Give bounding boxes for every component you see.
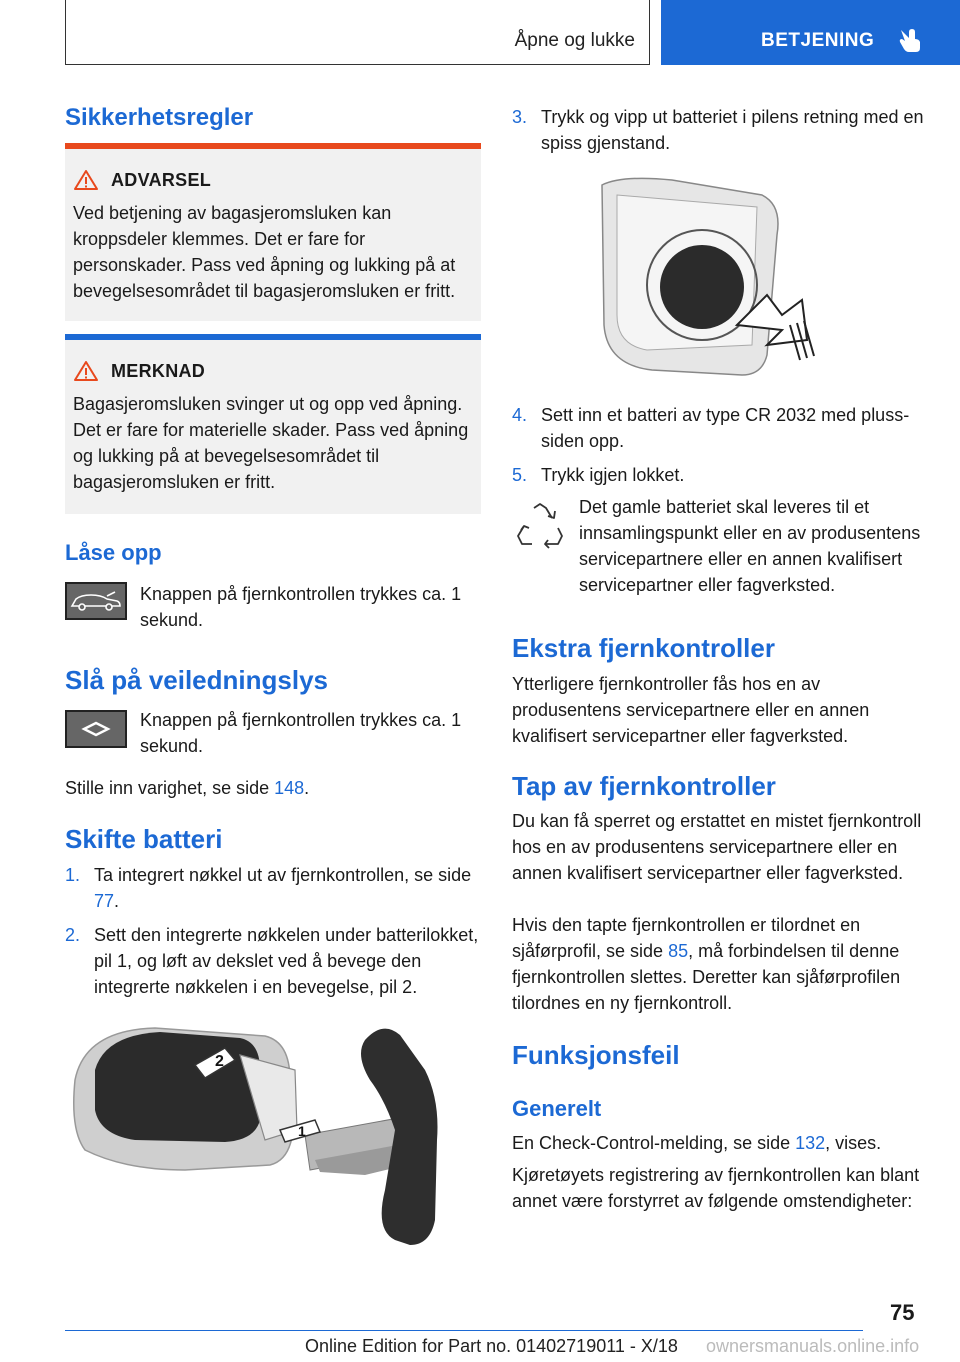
profile-text-pre: Hvis den tapte fjernkontrollen er tilordnet en sjåførprofil, se side: [512, 915, 861, 961]
lost-remote-text: Du kan få sperret og erstattet en mistet fjernkontroll hos en av produsentens servicepartnere eller en annen kvalifisert servicepartner eller fagverksted.: [512, 811, 922, 883]
warning-label: ADVARSEL: [111, 169, 212, 190]
arrow-label-2: 2: [215, 1053, 224, 1070]
list-item: [65, 862, 481, 914]
battery-heading: Skifte batteri: [65, 824, 223, 854]
guide-light-text: Knappen på fjernkontrollen trykkes ca. 1 sekund.: [140, 710, 462, 756]
warning-triangle-icon: [73, 169, 99, 191]
page-link-132[interactable]: 132: [795, 1133, 826, 1153]
guide-button-graphic: [65, 710, 127, 748]
chapter-tab: [661, 0, 960, 65]
step-number: 2.: [65, 925, 81, 945]
recycle-text-body: Det gamle batteriet skal leveres til et innsamlingspunkt eller en av produsentens servicepartnere eller en annen kvalifisert servicepartner eller fagverksted.: [579, 497, 921, 595]
chapter-tab-label: BETJENING: [761, 30, 875, 51]
warning-bar: [65, 143, 481, 149]
step-text: Trykk og vipp ut batteriet i pilens retning med en spiss gjenstand.: [541, 107, 924, 153]
unlock-text: Knappen på fjernkontrollen trykkes ca. 1 sekund.: [140, 584, 462, 630]
step-text: Sett den integrerte nøkkelen under batterilokket, pil 1, og løft av dekslet ved å bevege den integrerte nøkkelen i en bevegelse, pil 2.: [94, 925, 479, 997]
battery-illustration: [592, 175, 822, 385]
duration-text: [65, 775, 481, 801]
duration-suffix: .: [304, 778, 310, 798]
notice-bar: [65, 334, 481, 340]
notice-label: MERKNAD: [111, 360, 206, 381]
list-item: [512, 462, 928, 488]
car-trunk-icon: [69, 590, 123, 612]
step-number: 5.: [512, 465, 528, 485]
list-item: [512, 402, 928, 454]
battery-steps-final: [512, 402, 928, 496]
diamond-icon: [81, 721, 111, 737]
warning-triangle-icon: [73, 360, 99, 382]
general-text-post: , vises.: [825, 1133, 882, 1153]
page-link-148[interactable]: 148: [274, 778, 305, 798]
footer-watermark: ownersmanuals.online.info: [706, 1336, 920, 1356]
section-title: Åpne og lukke: [514, 30, 635, 51]
lost-remote-heading: Tap av fjernkontroller: [512, 771, 776, 801]
general-text: [512, 1130, 928, 1156]
extra-remote-heading: Ekstra fjernkontroller: [512, 633, 775, 663]
warning-box: [65, 143, 481, 321]
general-text-2: Kjøretøyets registrering av fjernkontrollen kan blant annet være forstyrret av følgende omstendigheter:: [512, 1165, 920, 1211]
step-number: 3.: [512, 107, 528, 127]
step-number: 1.: [65, 865, 81, 885]
page-link-77[interactable]: 77: [94, 891, 115, 911]
step-text-end: .: [114, 891, 120, 911]
profile-text-post: , må forbindelsen til denne fjernkontrollen slettes. Deretter kan sjåførprofilen tilordnes en ny fjernkontroll.: [512, 941, 901, 1013]
recycle-text: [512, 494, 928, 598]
footer-divider: [65, 1330, 863, 1331]
lost-remote-profile-text: [512, 912, 928, 1016]
step-text: Ta integrert nøkkel ut av fjernkontrollen, se side: [94, 865, 472, 885]
step-text: Sett inn et batteri av type CR 2032 med pluss-siden opp.: [541, 405, 910, 451]
warning-text: Ved betjening av bagasjeromsluken kan kroppsdeler klemmes. Det er fare for personskader. Pass ved åpning og lukking på at bevegelsesområdet til bagasjeromsluken er fritt.: [73, 203, 456, 301]
trunk-button-graphic: [65, 582, 127, 620]
page-number: 75: [890, 1300, 915, 1325]
unlock-heading: Låse opp: [65, 540, 162, 565]
footer-edition: Online Edition for Part no. 01402719011 - X/18: [305, 1336, 678, 1356]
battery-steps-list: [65, 862, 481, 1008]
general-text-pre: En Check-Control-melding, se side: [512, 1133, 796, 1153]
step-text: Trykk igjen lokket.: [541, 465, 685, 485]
list-item: [65, 922, 481, 1000]
arrow-label-1: 1: [298, 1123, 306, 1139]
guide-light-heading: Slå på veiledningslys: [65, 665, 328, 695]
battery-steps-continued: [512, 104, 928, 164]
extra-remote-text: Ytterligere fjernkontroller fås hos en av produsentens servicepartnere eller en annen kvalifisert servicepartner eller fagverksted.: [512, 674, 870, 746]
header-frame: [65, 0, 650, 65]
notice-text: Bagasjeromsluken svinger ut og opp ved åpning. Det er fare for materielle skader. Pass ved åpning og lukking på at bevegelsesområdet til bagasjeromsluken er fritt.: [73, 394, 469, 492]
step-number: 4.: [512, 405, 528, 425]
page-link-85[interactable]: 85: [668, 941, 689, 961]
notice-box: [65, 334, 481, 514]
safety-heading: Sikkerhetsregler: [65, 104, 254, 131]
list-item: [512, 104, 928, 156]
general-heading: Generelt: [512, 1096, 602, 1121]
hand-pointer-icon: [897, 26, 923, 54]
duration-prefix: Stille inn varighet, se side: [65, 778, 275, 798]
malfunction-heading: Funksjonsfeil: [512, 1040, 680, 1070]
key-removal-illustration: [65, 1020, 481, 1260]
